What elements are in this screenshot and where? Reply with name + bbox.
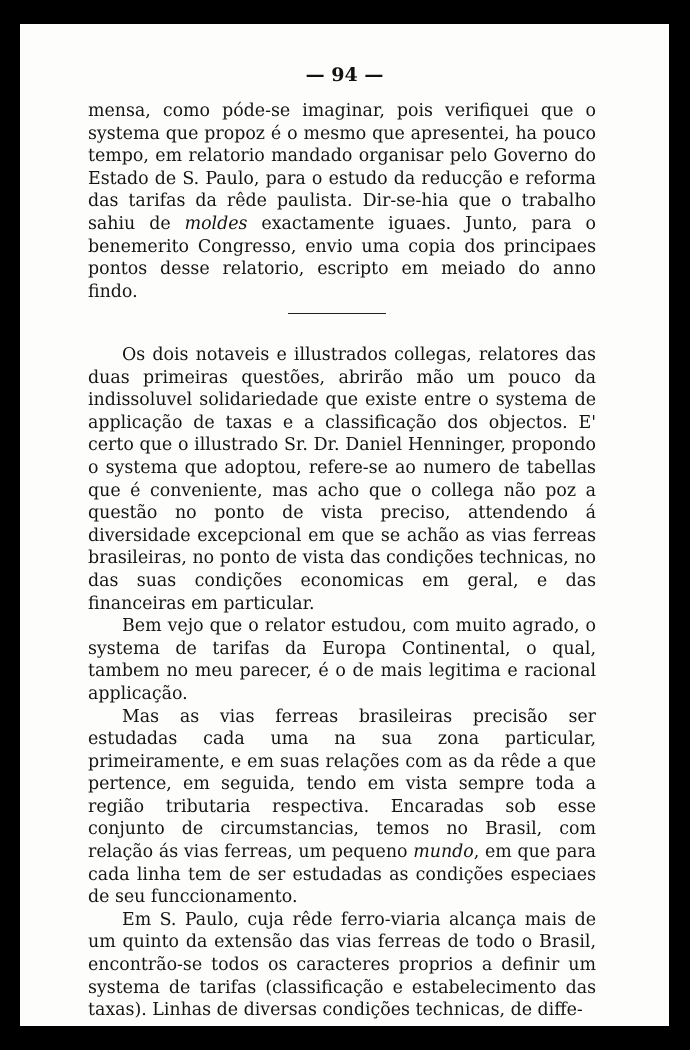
p1-text-b: exactamente iguaes. Junto, para o benemerito Congresso, envio uma copia dos principaes pontos desse relatorio, escripto em meiado do anno findo. [88, 213, 597, 302]
p1-text-a: mensa, como póde-se imaginar, pois verifiquei que o systema que propoz é o mesmo que apresentei, ha pouco tempo, em relatorio mandado organisar pelo Governo do Estado de S. Paulo, para o estudo da reducção e reforma das tarifas da rêde paulista. Dir-se-hia que o trabalho sahiu de [88, 101, 596, 234]
paragraph-5: Em S. Paulo, cuja rêde ferro-viaria alcança mais de um quinto da extensão das vias ferreas de todo o Brasil, encontrão-se todos os caracteres proprios a definir um systema de tarifas (classificação e estabelecimento das taxas). Linhas de diversas condições technicas, de diffe- [88, 909, 596, 1021]
page-number: — 94 — [305, 64, 384, 86]
document-page [20, 24, 669, 1026]
paragraph-3: Bem vejo que o relator estudou, com muito agrado, o systema de tarifas da Europa Continental, o qual, tambem no meu parecer, é o de mais legitima e racional applicação. [88, 616, 596, 704]
section-body [88, 344, 596, 1022]
section-divider [288, 313, 386, 314]
p4-text-b: , em que para cada linha tem de ser estudadas as condições especiaes de seu funccionamento. [88, 842, 597, 908]
p4-italic-mundo: mundo [413, 842, 474, 863]
p1-italic-moldes: moldes [184, 213, 248, 234]
paragraph-2: Os dois notaveis e illustrados collegas, relatores das duas primeiras questões, abrirão mão um pouco da indissoluvel solidariedade que existe entre o systema de applicação de taxas e a classificação dos objectos. E' certo que o illustrado Sr. Dr. Daniel Henninger, propondo o systema que adoptou, refere-se ao numero de tabellas que é conveniente, mas acho que o collega não poz a questão no ponto de vista preciso, attendendo á diversidade excepcional em que se achão as vias ferreas brasileiras, no ponto de vista das condições technicas, no das suas condições economicas em geral, e das financeiras em particular. [88, 345, 596, 614]
paragraph-4 [88, 706, 596, 909]
paragraph-continuation [88, 100, 596, 303]
paragraph-1 [88, 100, 596, 303]
p4-text-a: Mas as vias ferreas brasileiras precisão ser estudadas cada uma na sua zona particular, primeiramente, e em suas relações com as da rêde a que pertence, em seguida, tendo em vista sempre toda a região tributaria respectiva. Encaradas sob esse conjunto de circumstancias, temos no Brasil, com relação ás vias ferreas, um pequeno [88, 706, 596, 863]
